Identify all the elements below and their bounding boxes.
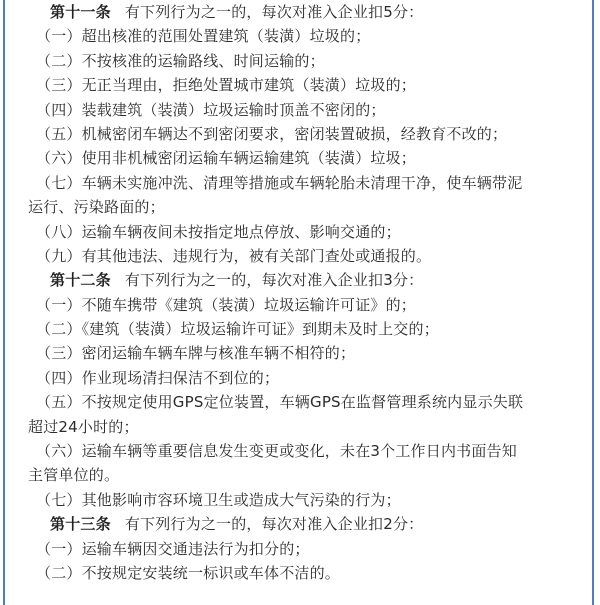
article-11-item-7-continued: 运行、污染路面的； xyxy=(28,198,165,217)
article-12-item-3: （三）密闭运输车辆车牌与核准车辆不相符的； xyxy=(36,344,356,363)
article-11-item-6: （六）使用非机械密闭运输车辆运输建筑（装潢）垃圾； xyxy=(36,149,417,168)
article-12-heading-line xyxy=(28,268,588,292)
regulation-text xyxy=(28,0,588,585)
article-11-item-1: （一）超出核准的范围处置建筑（装潢）垃圾的； xyxy=(36,27,371,46)
article-12-item-4: （四）作业现场清扫保洁不到位的； xyxy=(36,368,280,387)
article-12-item-5-continued: 超过24小时的； xyxy=(28,417,139,436)
article-13-item-2: （二）不按规定安装统一标识或车体不洁的。 xyxy=(36,563,341,582)
article-intro: 有下列行为之一的，每次对准入企业扣2分： xyxy=(124,515,424,534)
article-heading: 第十三条 xyxy=(50,515,111,534)
article-12-item-7: （七）其他影响市容环境卫生或造成大气污染的行为； xyxy=(36,490,401,509)
article-11-item-8: （八）运输车辆夜间未按指定地点停放、影响交通的； xyxy=(36,222,401,241)
article-12-item-6: （六）运输车辆等重要信息发生变更或变化，未在3个工作日内书面告知 xyxy=(36,442,517,461)
article-13-item-1: （一）运输车辆因交通违法行为扣分的； xyxy=(36,539,310,558)
article-11-item-3: （三）无正当理由，拒绝处置城市建筑（装潢）垃圾的； xyxy=(36,76,417,95)
article-11-item-4: （四）装载建筑（装潢）垃圾运输时顶盖不密闭的； xyxy=(36,100,386,119)
article-11-item-5: （五）机械密闭车辆达不到密闭要求，密闭装置破损，经教育不改的； xyxy=(36,124,508,143)
article-11-item-9: （九）有其他违法、违规行为，被有关部门查处或通报的。 xyxy=(36,246,432,265)
article-11-heading-line xyxy=(28,0,588,24)
article-heading: 第十一条 xyxy=(50,3,111,21)
article-11-item-2: （二）不按核准的运输路线、时间运输的； xyxy=(36,51,325,70)
article-heading: 第十二条 xyxy=(50,271,111,290)
article-12-item-5: （五）不按规定使用GPS定位装置，车辆GPS在监督管理系统内显示失联 xyxy=(36,393,524,412)
article-13-heading-line xyxy=(28,512,588,536)
article-12-item-6-continued: 主管单位的。 xyxy=(28,466,120,485)
article-12-item-2: （二）《建筑（装潢）垃圾运输许可证》到期未及时上交的； xyxy=(36,320,439,339)
article-11-item-7: （七）车辆未实施冲洗、清理等措施或车辆轮胎未清理干净，使车辆带泥 xyxy=(36,173,523,192)
article-intro: 有下列行为之一的，每次对准入企业扣5分： xyxy=(124,3,424,21)
article-intro: 有下列行为之一的，每次对准入企业扣3分： xyxy=(124,271,424,290)
article-12-item-1: （一）不随车携带《建筑（装潢）垃圾运输许可证》的； xyxy=(36,295,417,314)
